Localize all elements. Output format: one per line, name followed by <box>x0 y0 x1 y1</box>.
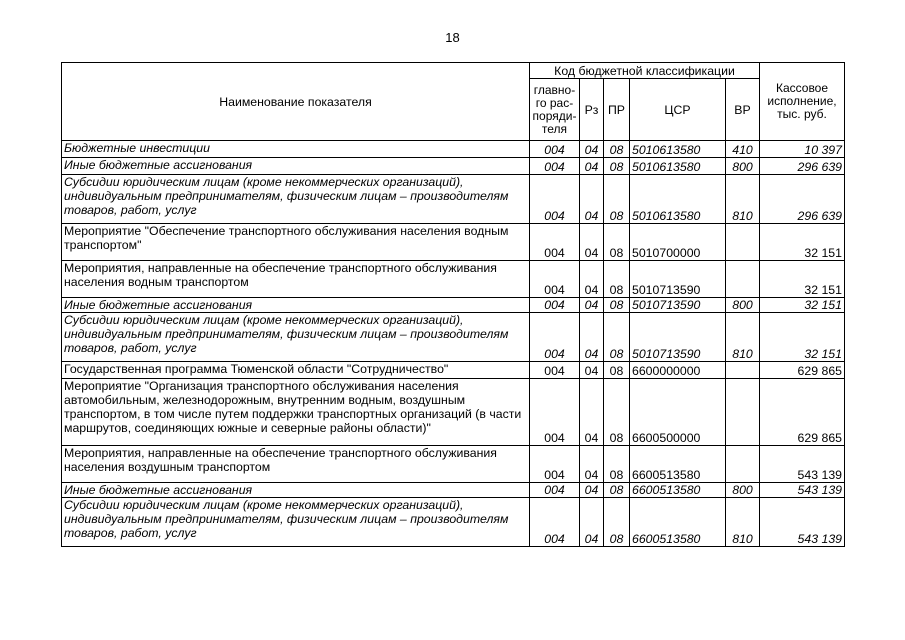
row-vr <box>726 261 760 298</box>
row-rz: 04 <box>580 498 604 547</box>
table-row <box>62 498 845 547</box>
row-name: Мероприятия, направленные на обеспечение транспортного обслуживания населения водным транспортом <box>62 261 530 298</box>
table-row <box>62 158 845 175</box>
row-pr: 08 <box>604 298 630 313</box>
row-name: Иные бюджетные ассигнования <box>62 483 530 498</box>
row-vr <box>726 379 760 446</box>
row-pr: 08 <box>604 498 630 547</box>
page-number: 18 <box>445 30 460 45</box>
row-csr: 6600513580 <box>630 483 726 498</box>
row-csr: 6600500000 <box>630 379 726 446</box>
table-row <box>62 446 845 483</box>
row-pr: 08 <box>604 446 630 483</box>
row-glavn: 004 <box>530 158 580 175</box>
row-pr: 08 <box>604 158 630 175</box>
row-rz: 04 <box>580 313 604 362</box>
row-name: Мероприятия, направленные на обеспечение транспортного обслуживания населения воздушным транспортом <box>62 446 530 483</box>
row-csr: 6600513580 <box>630 498 726 547</box>
row-csr: 5010713590 <box>630 298 726 313</box>
row-csr: 6600000000 <box>630 362 726 379</box>
row-csr: 5010713590 <box>630 313 726 362</box>
table-row <box>62 379 845 446</box>
row-rz: 04 <box>580 379 604 446</box>
row-vr: 800 <box>726 483 760 498</box>
row-csr: 5010613580 <box>630 175 726 224</box>
row-glavn: 004 <box>530 224 580 261</box>
row-name: Субсидии юридическим лицам (кроме некоммерческих организаций), индивидуальным предпринимателям, физическим лицам – производителям товаров, работ, услуг <box>62 175 530 224</box>
table-row <box>62 483 845 498</box>
row-name: Государственная программа Тюменской области "Сотрудничество" <box>62 362 530 379</box>
row-vr: 800 <box>726 158 760 175</box>
row-pr: 08 <box>604 261 630 298</box>
budget-table <box>61 62 845 547</box>
row-amount: 296 639 <box>760 158 845 175</box>
row-amount: 32 151 <box>760 298 845 313</box>
row-glavn: 004 <box>530 175 580 224</box>
row-name: Мероприятие "Организация транспортного обслуживания населения автомобильным, железнодорожным, внутренним водным, воздушным транспортом, в том числе путем поддержки транспортных организаций (в части маршрутов, соединяющих южные и северные районы области)" <box>62 379 530 446</box>
row-glavn: 004 <box>530 483 580 498</box>
table-row <box>62 261 845 298</box>
row-vr <box>726 362 760 379</box>
table-row <box>62 224 845 261</box>
row-glavn: 004 <box>530 379 580 446</box>
row-csr: 5010613580 <box>630 141 726 158</box>
row-glavn: 004 <box>530 313 580 362</box>
row-vr <box>726 446 760 483</box>
row-vr: 800 <box>726 298 760 313</box>
row-amount: 10 397 <box>760 141 845 158</box>
row-pr: 08 <box>604 362 630 379</box>
row-rz: 04 <box>580 483 604 498</box>
row-pr: 08 <box>604 313 630 362</box>
row-amount: 543 139 <box>760 483 845 498</box>
row-csr: 5010700000 <box>630 224 726 261</box>
row-vr: 410 <box>726 141 760 158</box>
row-name: Субсидии юридическим лицам (кроме некоммерческих организаций), индивидуальным предпринимателям, физическим лицам – производителям товаров, работ, услуг <box>62 313 530 362</box>
header-pr: ПР <box>604 79 630 141</box>
row-rz: 04 <box>580 446 604 483</box>
row-pr: 08 <box>604 379 630 446</box>
row-glavn: 004 <box>530 298 580 313</box>
row-amount: 629 865 <box>760 362 845 379</box>
row-rz: 04 <box>580 298 604 313</box>
row-name: Мероприятие "Обеспечение транспортного обслуживания населения водным транспортом" <box>62 224 530 261</box>
row-name: Субсидии юридическим лицам (кроме некоммерческих организаций), индивидуальным предпринимателям, физическим лицам – производителям товаров, работ, услуг <box>62 498 530 547</box>
row-rz: 04 <box>580 175 604 224</box>
table-row <box>62 298 845 313</box>
table-row <box>62 313 845 362</box>
row-glavn: 004 <box>530 261 580 298</box>
header-name: Наименование показателя <box>62 63 530 141</box>
row-pr: 08 <box>604 483 630 498</box>
row-amount: 543 139 <box>760 498 845 547</box>
row-amount: 296 639 <box>760 175 845 224</box>
row-csr: 5010713590 <box>630 261 726 298</box>
row-amount: 629 865 <box>760 379 845 446</box>
header-vr: ВР <box>726 79 760 141</box>
table-row <box>62 175 845 224</box>
row-amount: 32 151 <box>760 261 845 298</box>
row-rz: 04 <box>580 224 604 261</box>
header-amount: Кассовое исполнение, тыс. руб. <box>760 63 845 141</box>
row-vr: 810 <box>726 175 760 224</box>
row-pr: 08 <box>604 224 630 261</box>
row-vr: 810 <box>726 313 760 362</box>
row-rz: 04 <box>580 362 604 379</box>
row-amount: 32 151 <box>760 224 845 261</box>
row-pr: 08 <box>604 175 630 224</box>
row-glavn: 004 <box>530 362 580 379</box>
header-csr: ЦСР <box>630 79 726 141</box>
row-rz: 04 <box>580 141 604 158</box>
row-rz: 04 <box>580 158 604 175</box>
row-vr: 810 <box>726 498 760 547</box>
row-name: Бюджетные инвестиции <box>62 141 530 158</box>
row-rz: 04 <box>580 261 604 298</box>
row-amount: 32 151 <box>760 313 845 362</box>
row-pr: 08 <box>604 141 630 158</box>
row-amount: 543 139 <box>760 446 845 483</box>
row-glavn: 004 <box>530 498 580 547</box>
row-name: Иные бюджетные ассигнования <box>62 158 530 175</box>
header-glavn: главно-го рас-поряди-теля <box>530 79 580 141</box>
row-vr <box>726 224 760 261</box>
row-glavn: 004 <box>530 141 580 158</box>
header-code-group: Код бюджетной классификации <box>530 63 760 79</box>
header-rz: Рз <box>580 79 604 141</box>
row-name: Иные бюджетные ассигнования <box>62 298 530 313</box>
row-csr: 5010613580 <box>630 158 726 175</box>
table-row <box>62 141 845 158</box>
table-row <box>62 362 845 379</box>
row-csr: 6600513580 <box>630 446 726 483</box>
row-glavn: 004 <box>530 446 580 483</box>
